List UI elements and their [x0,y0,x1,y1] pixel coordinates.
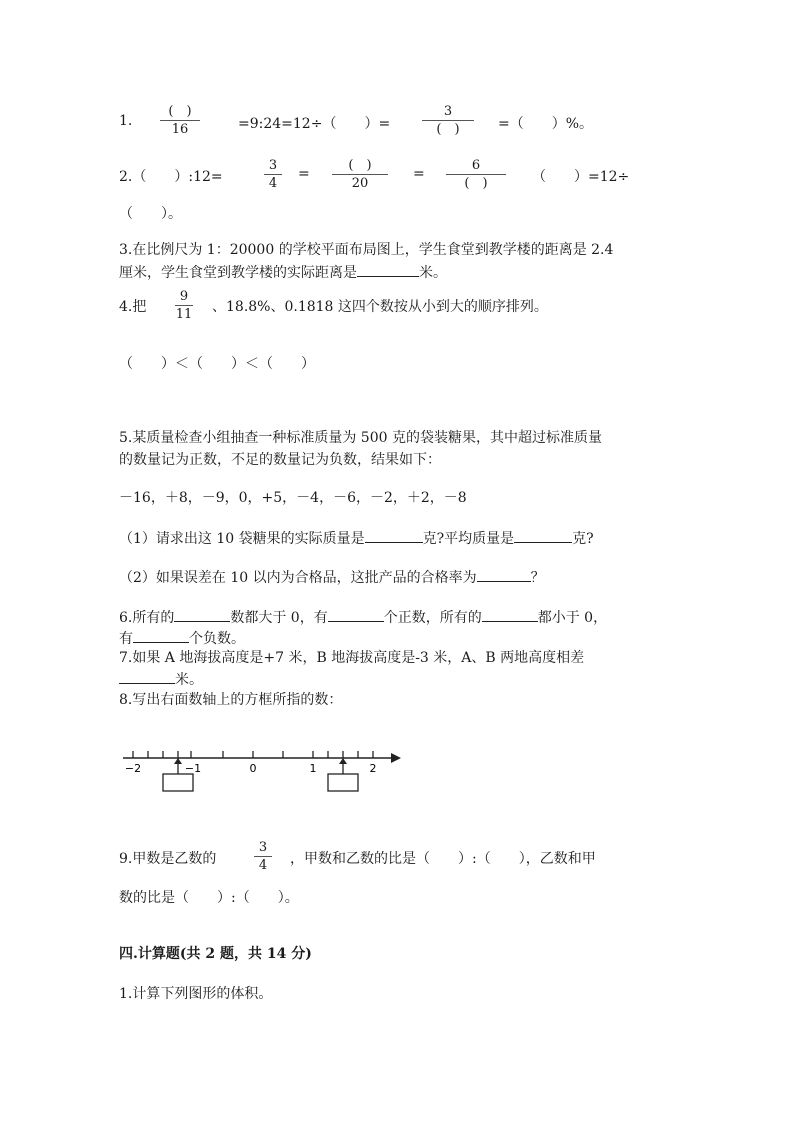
tick-label: 2 [369,762,377,775]
q5-average-blank[interactable] [514,528,572,543]
q8-text: 8.写出右面数轴上的方框所指的数： [119,692,343,708]
q2-start: 2.（ ）:12= [119,169,223,185]
tick-label: −1 [184,762,202,775]
q2-fraction-3: 6 ( ) [446,158,506,191]
q1-fraction-2: 3 ( ) [422,104,474,137]
arrow-up-icon [174,758,182,764]
q5-sub2: （2）如果误差在 10 以内为合格品，这批产品的合格率为 ？ [119,567,545,588]
q9-prefix: 9.甲数是乙数的 [119,851,217,867]
q2-fraction-1: 3 4 [264,158,282,191]
q1-number: 1. [119,113,133,129]
q1-fraction-1: ( ) 16 [160,104,200,137]
section-4-heading: 四.计算题(共 2 题，共 14 分) [119,946,312,962]
q5-line1: 5.某质量检查小组抽查一种标准质量为 500 克的袋装糖果，其中超过标准质量 [119,430,602,446]
q9-suffix: ，甲数和乙数的比是（ ）:（ ），乙数和甲 [290,851,596,867]
q5-sub1: （1）请求出这 10 袋糖果的实际质量是 克?平均质量是 克? [119,528,594,549]
q2-equals-1: = [298,166,310,182]
q5-line2: 的数量记为正数，不足的数量记为负数，结果如下： [119,452,441,468]
q9-line2: 数的比是（ ）:（ ）。 [119,890,299,906]
q4-fraction: 9 11 [175,289,193,322]
q2-equals-2: = [413,166,425,182]
q5-rate-blank[interactable] [477,567,531,582]
q6-blank-4[interactable] [133,628,189,643]
q7-line2: 米。 [119,669,203,690]
q4-order-line: （ ）＜（ ）＜（ ） [119,356,315,372]
q2-fraction-2: ( ) 20 [332,158,388,191]
q6-blank-3[interactable] [482,607,538,622]
tick-label: 1 [309,762,317,775]
q7-line1: 7.如果 A 地海拔高度是+7 米，B 地海拔高度是-3 米，A、B 两地高度相差 [119,650,585,666]
q4-prefix: 4.把 [119,299,147,315]
q9-fraction: 3 4 [254,840,272,873]
section-4-item-1: 1.计算下列图形的体积。 [119,986,273,1002]
q6-line2: 有 个负数。 [119,628,245,649]
q2-tail: （ ）=12÷ [532,169,630,185]
q1-middle: =9:24=12÷（ ）= [238,116,391,132]
q3-line2: 厘米，学生食堂到教学楼的实际距离是 米。 [119,262,447,283]
answer-box-left[interactable] [163,774,193,791]
q4-suffix: 、18.8%、0.1818 这四个数按从小到大的顺序排列。 [212,299,548,315]
arrow-up-icon [339,758,347,764]
q7-answer-blank[interactable] [119,669,175,684]
q1-tail: =（ ）%。 [498,116,594,132]
q5-total-blank[interactable] [365,528,423,543]
q6-blank-2[interactable] [328,607,384,622]
q5-data-list: －16，＋8，－9，0，+5，－4，－6，－2，＋2，－8 [119,490,467,506]
q3-line1: 3.在比例尺为 1：20000 的学校平面布局图上，学生食堂到教学楼的距离是 2.4 [119,242,614,258]
q6-line1: 6.所有的 数都大于 0，有 个正数，所有的 都小于 0， [119,607,607,628]
q2-line2: （ ）。 [119,206,182,222]
number-line-arrow-icon [391,753,401,763]
q3-answer-blank[interactable] [357,262,419,277]
answer-box-right[interactable] [328,774,358,791]
q6-blank-1[interactable] [174,607,230,622]
tick-label: 0 [249,762,257,775]
tick-label: −2 [124,762,142,775]
number-line-figure [119,742,404,794]
